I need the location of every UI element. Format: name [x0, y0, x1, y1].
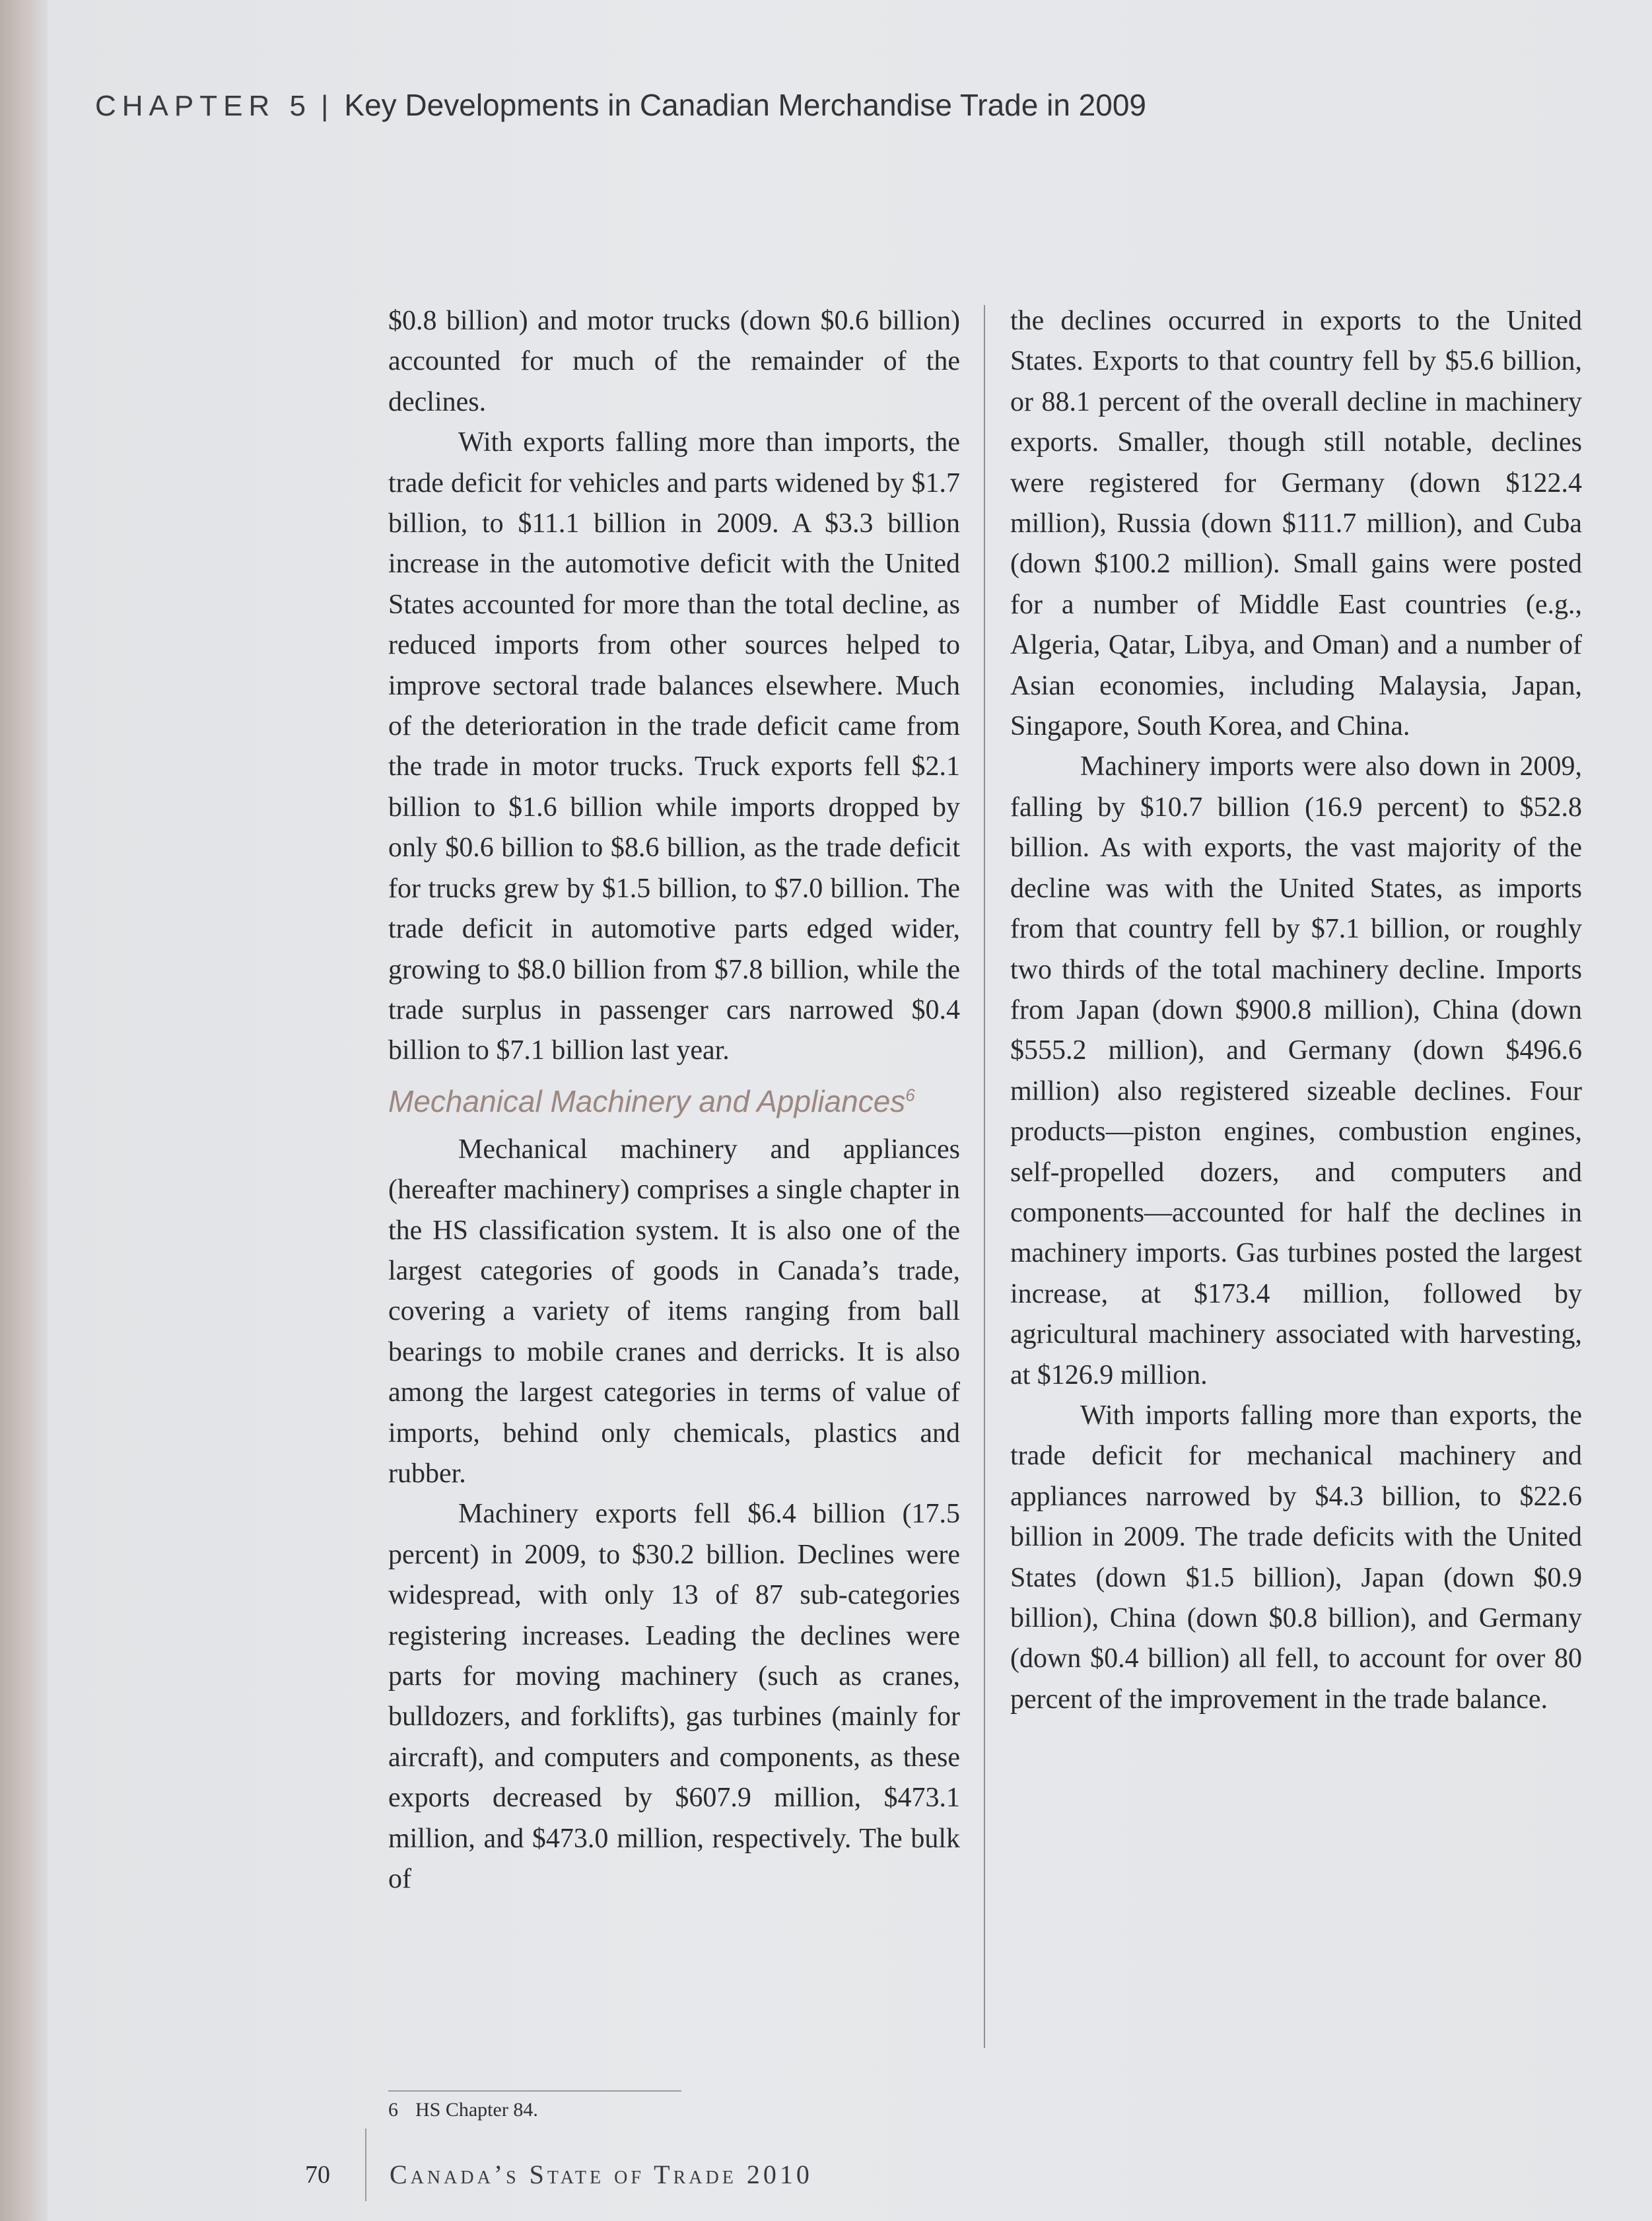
column-divider — [984, 305, 985, 2048]
left-column — [388, 301, 960, 1899]
footnote — [388, 2097, 538, 2123]
footnote-rule — [388, 2090, 681, 2092]
paragraph: Machinery imports were also down in 2009, falling by $10.7 billion (16.9 percent) to $52.8 billion. As with exports, the vast majority of the decline was with the United States, as imports from that country fell by $7.1 billion, or roughly two thirds of the total machinery decline. Imports from Japan (down $900.8 million), China (down $555.2 million), and Germany (down $496.6 million) also registered sizeable declines. Four products—piston engines, combustion engines, self-propelled dozers, and computers and components—accounted for half the declines in machinery imports. Gas turbines posted the largest increase, at $173.4 million, followed by agricultural machinery associated with harvesting, at $126.9 million. — [1010, 751, 1582, 1390]
running-footer: Canada’s State of Trade 2010 — [390, 2160, 813, 2189]
chapter-header — [95, 87, 1146, 133]
paragraph: With exports falling more than imports, the trade deficit for vehicles and parts widened by $1.7 billion, to $11.1 billion in 2009. A $3.3 billion increase in the automotive deficit with the United States accounted for more than the total decline, as reduced imports from other sources helped to improve sectoral trade balances elsewhere. Much of the deterioration in the trade deficit came from the trade in motor trucks. Truck exports fell $2.1 billion to $1.6 billion while imports dropped by only $0.6 billion to $8.6 billion, as the trade deficit for trucks grew by $1.5 billion, to $7.0 billion. The trade deficit in automotive parts edged wider, growing to $8.0 billion from $7.8 billion, while the trade surplus in passenger cars narrowed $0.4 billion to $7.1 billion last year. — [388, 427, 960, 1066]
section-heading-text: Mechanical Machinery and Appliances — [388, 1083, 906, 1118]
paragraph: Mechanical machinery and appliances (hereafter machinery) comprises a single chapter in the HS classification system. It is also one of the largest categories of goods in Canada’s trade, covering a variety of items ranging from ball bearings to mobile cranes and derricks. It is also among the largest categories in terms of value of imports, behind only chemicals, plastics and rubber. — [388, 1134, 960, 1489]
footnote-text: HS Chapter 84. — [415, 2099, 538, 2121]
paragraph: With imports falling more than exports, the trade deficit for mechanical machinery and appliances narrowed by $4.3 billion, to $22.6 billion in 2009. The trade deficits with the United States (down $1.5 billion), Japan (down $0.9 billion), China (down $0.8 billion), and Germany (down $0.4 billion) all fell, to account for over 80 percent of the improvement in the trade balance. — [1010, 1400, 1582, 1715]
paragraph: the declines occurred in exports to the United States. Exports to that country fell by $5.6 billion, or 88.1 percent of the overall decline in machinery exports. Smaller, though still notable, declines were registered for Germany (down $122.4 million), Russia (down $111.7 million), and Cuba (down $100.2 million). Small gains were posted for a number of Middle East countries (e.g., Algeria, Qatar, Libya, and Oman) and a number of Asian economies, including Malaysia, Japan, Singapore, South Korea, and China. — [1010, 306, 1582, 742]
footnote-reference: 6 — [905, 1085, 915, 1105]
page-number: 70 — [305, 2161, 330, 2189]
chapter-separator: | — [320, 90, 329, 122]
chapter-label: CHAPTER 5 — [95, 90, 312, 122]
footnote-number: 6 — [388, 2099, 398, 2121]
paragraph: $0.8 billion) and motor trucks (down $0.6 billion) accounted for much of the remainder of the declines. — [388, 306, 960, 417]
chapter-title: Key Developments in Canadian Merchandise Trade in 2009 — [344, 88, 1147, 122]
right-column — [1010, 301, 1582, 1720]
paragraph: Machinery exports fell $6.4 billion (17.5 percent) in 2009, to $30.2 billion. Declines were widespread, with only 13 of 87 sub-categories registering increases. Leading the declines were parts for moving machinery (such as cranes, bulldozers, and forklifts), gas turbines (mainly for aircraft), and computers and components, as these exports decreased by $607.9 million, $473.1 million, and $473.0 million, respectively. The bulk of — [388, 1499, 960, 1895]
section-heading — [388, 1081, 960, 1122]
binding-shadow — [0, 0, 48, 2221]
footer-divider — [365, 2129, 366, 2201]
